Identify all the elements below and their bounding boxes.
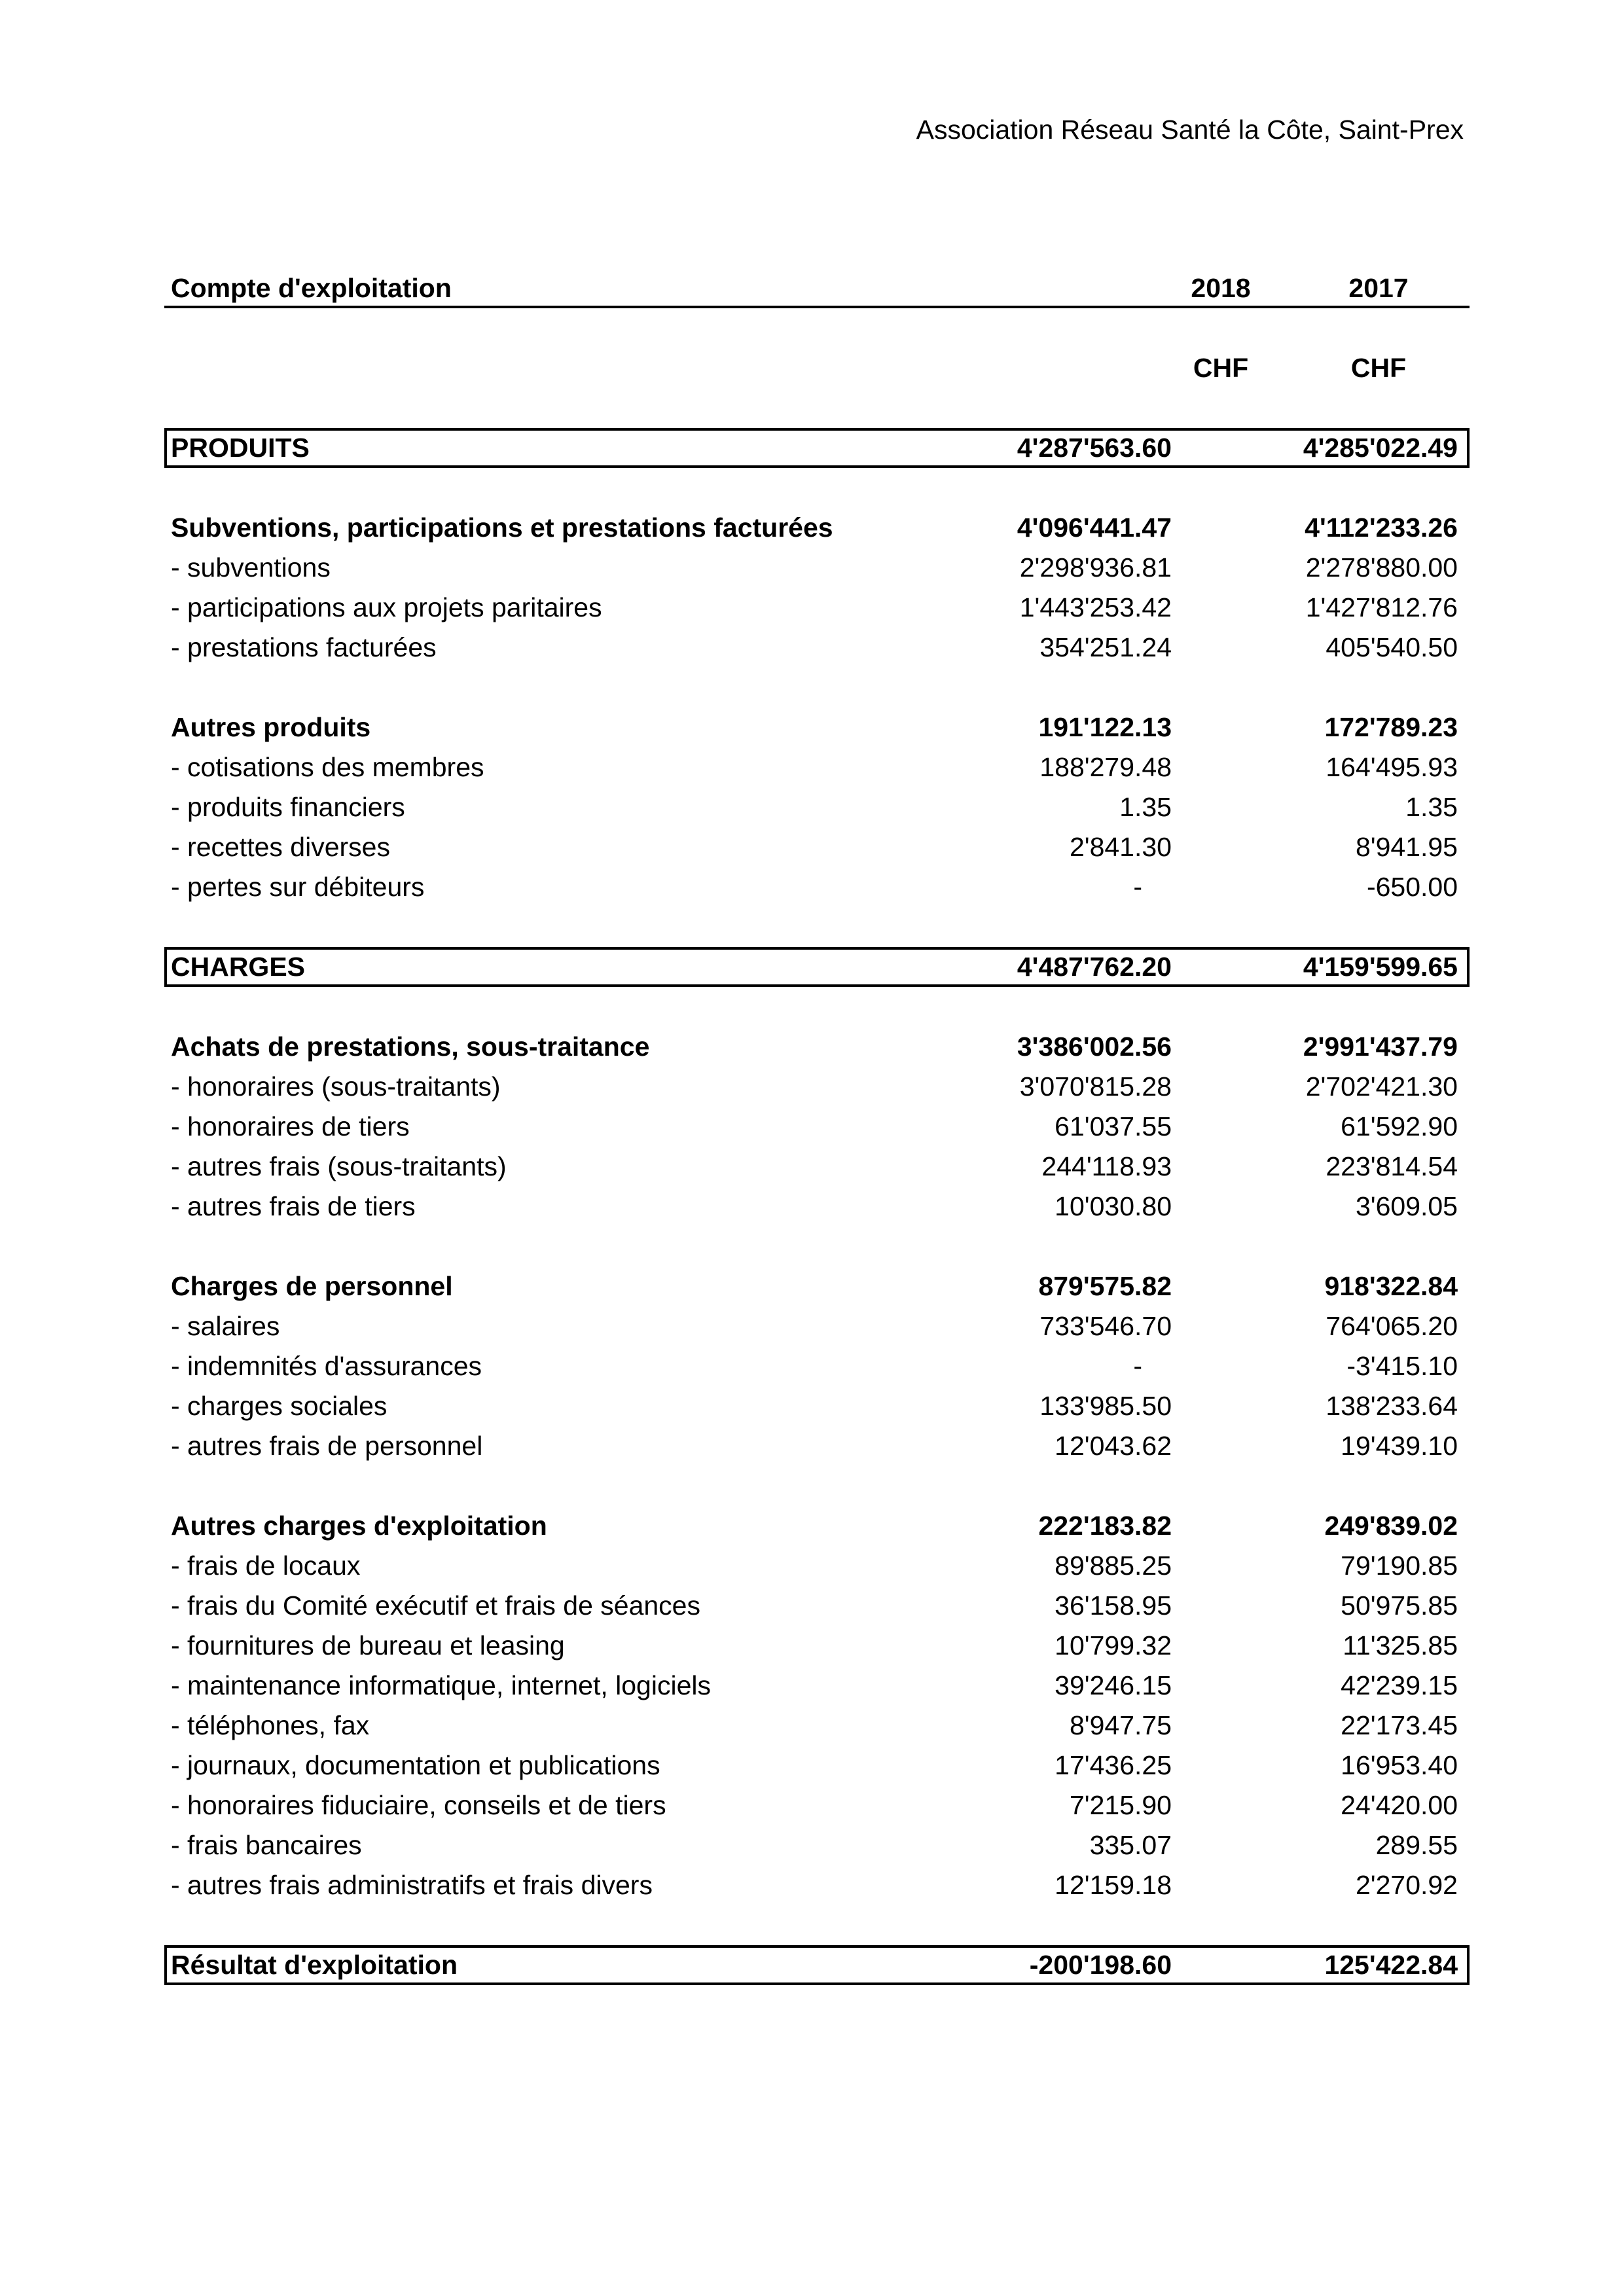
row-label: - pertes sur débiteurs [171, 872, 425, 902]
table-header-row [164, 268, 1470, 308]
value-2018: 354'251.24 [1039, 632, 1172, 662]
value-2017: 172'789.23 [1324, 712, 1458, 742]
row-label: - cotisations des membres [171, 752, 484, 782]
value-2018: - [1133, 1351, 1142, 1381]
value-2017: 249'839.02 [1324, 1511, 1458, 1541]
value-2018: 222'183.82 [1038, 1511, 1172, 1541]
row-label: - recettes diverses [171, 832, 390, 862]
value-2017: 8'941.95 [1355, 832, 1458, 862]
group-personnel-row [164, 1266, 1470, 1306]
group-autres-charges-row [164, 1506, 1470, 1546]
row-label: - autres frais administratifs et frais divers [171, 1870, 653, 1900]
spacer [164, 1905, 1470, 1945]
value-2018: 244'118.93 [1041, 1151, 1172, 1181]
row-label: - frais bancaires [171, 1830, 362, 1860]
value-2017: 1'427'812.76 [1305, 592, 1458, 622]
value-2017: 22'173.45 [1341, 1710, 1458, 1740]
value-2017: 4'159'599.65 [1303, 952, 1458, 982]
value-2018: 61'037.55 [1055, 1111, 1172, 1141]
value-2018: 39'246.15 [1055, 1670, 1172, 1700]
value-2017: 764'065.20 [1326, 1311, 1458, 1341]
table-row [164, 1865, 1470, 1905]
table-row [164, 1306, 1470, 1346]
currency-2017: CHF [1350, 353, 1407, 383]
row-label: Subventions, participations et prestations facturées [171, 512, 833, 543]
row-label: - indemnités d'assurances [171, 1351, 482, 1381]
table-row [164, 1586, 1470, 1626]
value-2017: 2'278'880.00 [1305, 552, 1458, 583]
value-2017: 138'233.64 [1326, 1391, 1458, 1421]
table-row [164, 827, 1470, 867]
table-row [164, 1187, 1470, 1227]
spacer [164, 308, 1470, 348]
table-row [164, 1626, 1470, 1666]
value-2018: 879'575.82 [1038, 1271, 1172, 1301]
value-2018: 4'096'441.47 [1017, 512, 1172, 543]
row-label: - honoraires (sous-traitants) [171, 1071, 501, 1102]
table-row [164, 787, 1470, 827]
row-label: - prestations facturées [171, 632, 437, 662]
table-row [164, 548, 1470, 588]
value-2017: 164'495.93 [1326, 752, 1458, 782]
spacer [164, 668, 1470, 708]
value-2018: 36'158.95 [1055, 1590, 1172, 1621]
value-2017: 16'953.40 [1341, 1750, 1458, 1780]
value-2018: 191'122.13 [1038, 712, 1172, 742]
value-2017: 4'285'022.49 [1303, 433, 1458, 463]
value-2018: 4'487'762.20 [1017, 952, 1172, 982]
value-2017: 11'325.85 [1343, 1630, 1458, 1660]
spacer [164, 1466, 1470, 1506]
value-2018: 335.07 [1089, 1830, 1172, 1860]
row-label: - frais du Comité exécutif et frais de séances [171, 1590, 700, 1621]
row-label: - fournitures de bureau et leasing [171, 1630, 565, 1660]
value-2018: 10'799.32 [1055, 1630, 1172, 1660]
spacer [164, 388, 1470, 428]
row-label: - frais de locaux [171, 1551, 361, 1581]
table-row [164, 867, 1470, 907]
value-2017: -650.00 [1366, 872, 1458, 902]
row-label: Charges de personnel [171, 1271, 453, 1301]
group-achats-row [164, 1027, 1470, 1067]
row-label: - produits financiers [171, 792, 405, 822]
row-label: - téléphones, fax [171, 1710, 370, 1740]
operating-account-table [164, 268, 1470, 1985]
value-2018: 12'043.62 [1055, 1431, 1172, 1461]
row-label: - honoraires de tiers [171, 1111, 410, 1141]
row-label: - autres frais de personnel [171, 1431, 483, 1461]
value-2017: 918'322.84 [1324, 1271, 1458, 1301]
spacer [164, 468, 1470, 508]
currency-row [164, 348, 1470, 388]
row-label: PRODUITS [171, 433, 310, 463]
value-2018: 7'215.90 [1069, 1790, 1172, 1820]
value-2018: 10'030.80 [1055, 1191, 1172, 1221]
spacer [164, 987, 1470, 1027]
row-label: Achats de prestations, sous-traitance [171, 1031, 650, 1062]
row-label: - subventions [171, 552, 331, 583]
row-label: Autres produits [171, 712, 371, 742]
value-2017: 42'239.15 [1341, 1670, 1458, 1700]
value-2017: 125'422.84 [1324, 1950, 1458, 1980]
spacer [164, 907, 1470, 947]
row-label: Autres charges d'exploitation [171, 1511, 547, 1541]
table-row [164, 588, 1470, 628]
value-2017: 289.55 [1375, 1830, 1458, 1860]
row-label: - salaires [171, 1311, 280, 1341]
value-2018: 133'985.50 [1039, 1391, 1172, 1421]
value-2018: 1.35 [1119, 792, 1172, 822]
table-row [164, 1067, 1470, 1107]
value-2018: 8'947.75 [1069, 1710, 1172, 1740]
row-label: - journaux, documentation et publications [171, 1750, 660, 1780]
value-2017: 24'420.00 [1341, 1790, 1458, 1820]
table-row [164, 1546, 1470, 1586]
table-row [164, 628, 1470, 668]
table-row [164, 1147, 1470, 1187]
value-2017: 61'592.90 [1341, 1111, 1458, 1141]
value-2018: 4'287'563.60 [1017, 433, 1172, 463]
table-row [164, 1107, 1470, 1147]
table-row [164, 1825, 1470, 1865]
group-subventions-row [164, 508, 1470, 548]
table-title: Compte d'exploitation [171, 273, 452, 303]
value-2018: 1'443'253.42 [1019, 592, 1172, 622]
value-2017: 19'439.10 [1341, 1431, 1458, 1461]
value-2017: 405'540.50 [1326, 632, 1458, 662]
row-label: - maintenance informatique, internet, logiciels [171, 1670, 711, 1700]
value-2018: 2'298'936.81 [1019, 552, 1172, 583]
value-2017: -3'415.10 [1346, 1351, 1458, 1381]
row-label: - autres frais (sous-traitants) [171, 1151, 507, 1181]
value-2017: 2'270.92 [1355, 1870, 1458, 1900]
year-2017-header: 2017 [1348, 273, 1409, 303]
value-2018: 89'885.25 [1055, 1551, 1172, 1581]
value-2018: 733'546.70 [1039, 1311, 1172, 1341]
table-row [164, 1706, 1470, 1746]
row-label: - charges sociales [171, 1391, 388, 1421]
row-label: Résultat d'exploitation [171, 1950, 458, 1980]
row-label: CHARGES [171, 952, 306, 982]
value-2017: 3'609.05 [1355, 1191, 1458, 1221]
table-row [164, 1346, 1470, 1386]
value-2018: 3'070'815.28 [1019, 1071, 1172, 1102]
resultat-row [164, 1945, 1470, 1985]
table-row [164, 1785, 1470, 1825]
row-label: - honoraires fiduciaire, conseils et de tiers [171, 1790, 666, 1820]
row-label: - participations aux projets paritaires [171, 592, 602, 622]
value-2017: 1.35 [1405, 792, 1458, 822]
currency-2018: CHF [1193, 353, 1249, 383]
table-row [164, 1386, 1470, 1426]
produits-total-row [164, 428, 1470, 468]
value-2017: 223'814.54 [1326, 1151, 1458, 1181]
value-2017: 4'112'233.26 [1305, 512, 1458, 543]
row-label: - autres frais de tiers [171, 1191, 416, 1221]
charges-total-row [164, 947, 1470, 987]
table-row [164, 1426, 1470, 1466]
value-2018: 188'279.48 [1039, 752, 1172, 782]
value-2017: 79'190.85 [1341, 1551, 1458, 1581]
value-2017: 2'702'421.30 [1305, 1071, 1458, 1102]
value-2018: 17'436.25 [1055, 1750, 1172, 1780]
group-autres-produits-row [164, 708, 1470, 747]
value-2018: -200'198.60 [1029, 1950, 1172, 1980]
spacer [164, 1227, 1470, 1266]
organization-name: Association Réseau Santé la Côte, Saint-Prex [916, 115, 1464, 145]
value-2018: - [1133, 872, 1142, 902]
value-2017: 2'991'437.79 [1303, 1031, 1458, 1062]
value-2018: 3'386'002.56 [1017, 1031, 1172, 1062]
value-2018: 12'159.18 [1055, 1870, 1172, 1900]
table-row [164, 1746, 1470, 1785]
year-2018-header: 2018 [1191, 273, 1251, 303]
value-2018: 2'841.30 [1069, 832, 1172, 862]
table-row [164, 747, 1470, 787]
value-2017: 50'975.85 [1341, 1590, 1458, 1621]
table-row [164, 1666, 1470, 1706]
